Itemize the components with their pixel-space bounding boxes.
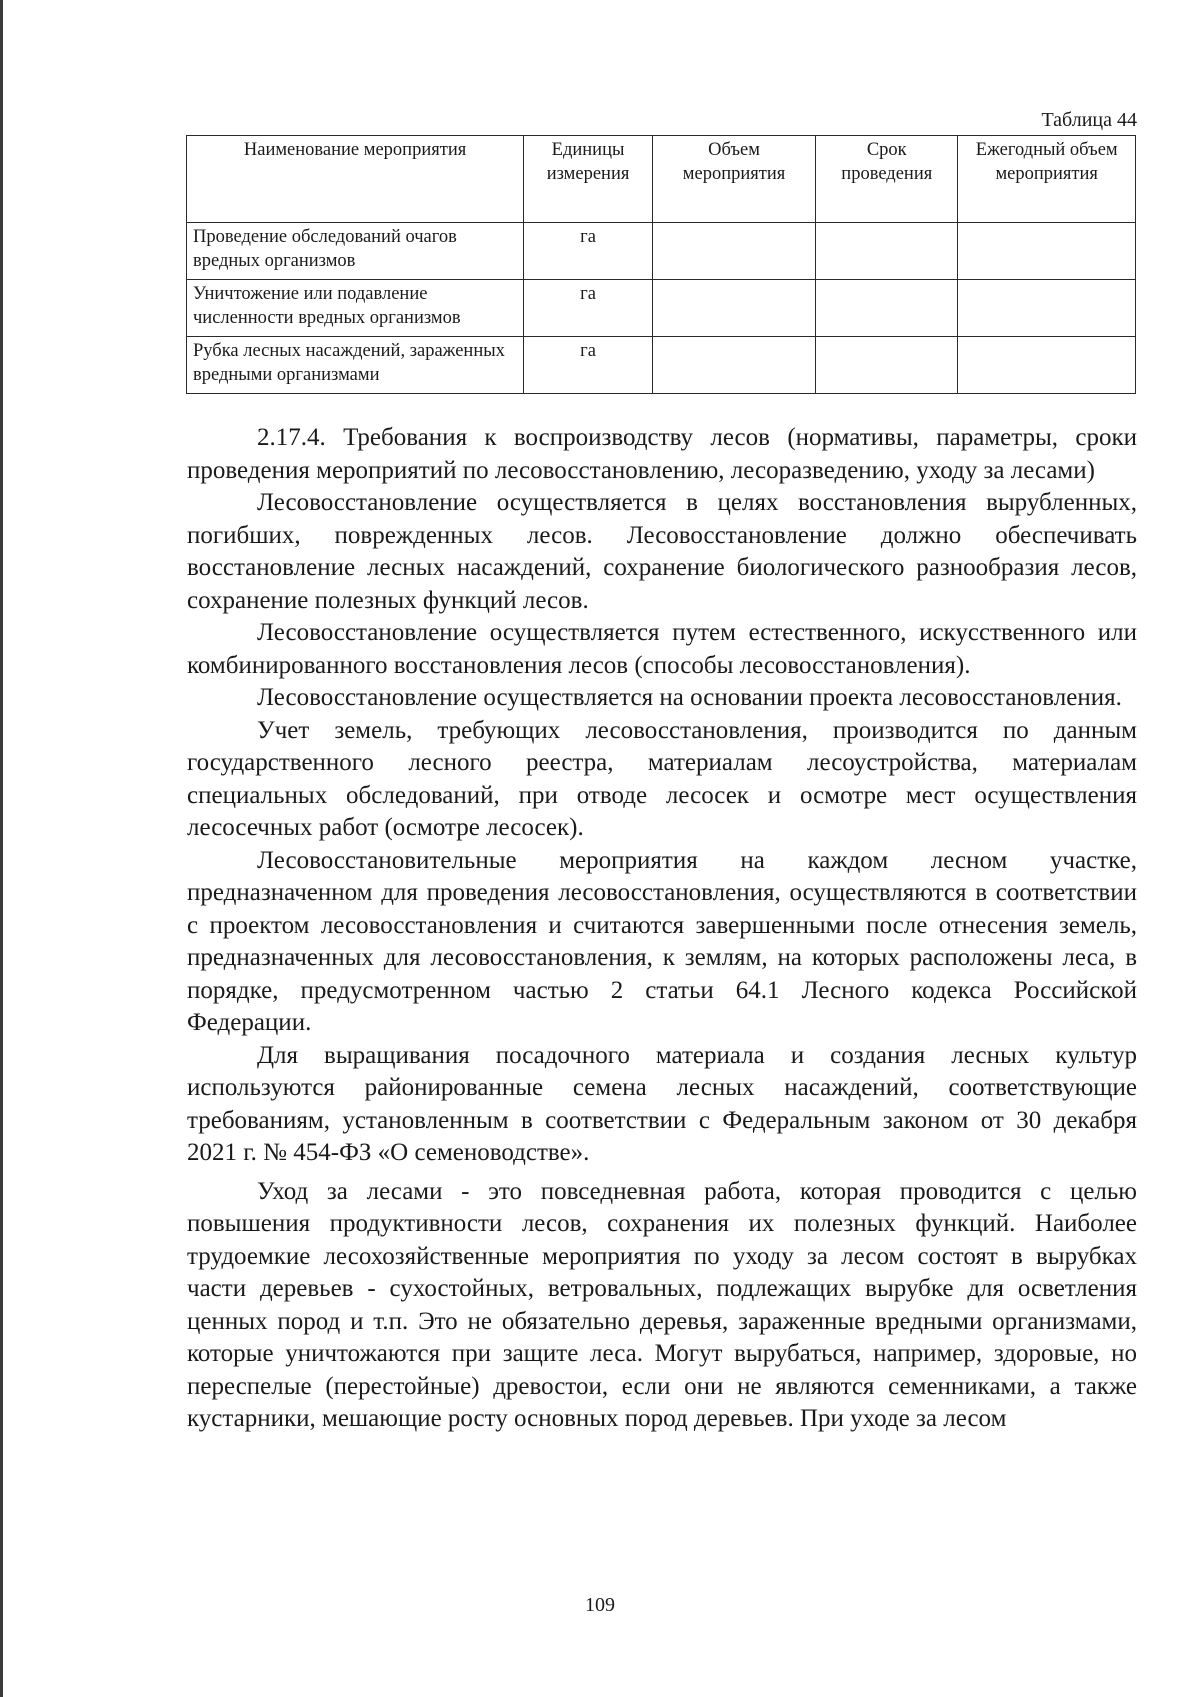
header-unit: Единицы измерения	[524, 136, 653, 223]
paragraph: Лесовосстановление осуществляется на основании проекта лесовосстановления.	[257, 684, 1122, 711]
row-unit-cell: га	[524, 223, 653, 280]
table-row	[187, 337, 1136, 394]
section-heading: 2.17.4. Требования к воспроизводству лесов (нормативы, параметры, сроки проведения мероприятий по лесовосстановлению, лесоразведению, уходу за лесами)	[187, 424, 1137, 484]
row-term-cell	[816, 223, 958, 280]
row-unit-cell: га	[524, 337, 653, 394]
header-term: Срок проведения	[816, 136, 958, 223]
header-volume: Объем мероприятия	[652, 136, 815, 223]
row-unit-cell: га	[524, 280, 653, 337]
body-text	[187, 422, 1137, 1436]
row-term-cell	[816, 337, 958, 394]
row-volume-cell	[652, 280, 815, 337]
header-name: Наименование мероприятия	[187, 136, 524, 223]
paragraph: Лесовосстановительные мероприятия на каждом лесном участке, предназначенном для проведения лесовосстановления, осуществляются в соответствии с проектом лесовосстановления и считаются завершенными после отнесения земель, предназначенных для лесовосстановления, к землям, на которых расположены леса, в порядке, предусмотренном частью 2 статьи 64.1 Лесного кодекса Российской Федерации.	[187, 846, 1137, 1036]
row-annual-cell	[958, 280, 1136, 337]
table-row	[187, 280, 1136, 337]
paragraph: Лесовосстановление осуществляется в целях восстановления вырубленных, погибших, поврежденных лесов. Лесовосстановление должно обеспечивать восстановление лесных насаждений, сохранение биологического разнообразия лесов, сохранение полезных функций лесов.	[187, 489, 1137, 614]
page-number: 109	[585, 1594, 615, 1616]
row-term-cell	[816, 280, 958, 337]
table-row	[187, 223, 1136, 280]
table-caption: Таблица 44	[1041, 109, 1137, 131]
header-annual: Ежегодный объем мероприятия	[958, 136, 1136, 223]
paragraph: Лесовосстановление осуществляется путем естественного, искусственного или комбинированного восстановления лесов (способы лесовосстановления).	[187, 619, 1137, 679]
row-name-cell: Уничтожение или подавление численности вредных организмов	[187, 280, 524, 337]
row-name-cell: Рубка лесных насаждений, зараженных вредными организмами	[187, 337, 524, 394]
scan-edge-line	[0, 0, 3, 1697]
table-header-row	[187, 136, 1136, 223]
paragraph: Для выращивания посадочного материала и создания лесных культур используются районированные семена лесных насаждений, соответствующие требованиям, установленным в соответствии с Федеральным законом от 30 декабря 2021 г. № 454-ФЗ «О семеноводстве».	[187, 1041, 1137, 1166]
paragraph: Учет земель, требующих лесовосстановления, производится по данным государственного лесного реестра, материалам лесоустройства, материалам специальных обследований, при отводе лесосек и осмотре мест осуществления лесосечных работ (осмотре лесосек).	[187, 716, 1137, 841]
paragraph: Уход за лесами - это повседневная работа, которая проводится с целью повышения продуктивности лесов, сохранения их полезных функций. Наиболее трудоемкие лесохозяйственные мероприятия по уходу за лесом состоят в вырубках части деревьев - сухостойных, ветровальных, подлежащих вырубке для осветления ценных пород и т.п. Это не обязательно деревья, зараженные вредными организмами, которые уничтожаются при защите леса. Могут вырубаться, например, здоровые, но переспелые (перестойные) древостои, если они не являются семенниками, а также кустарники, мешающие росту основных пород деревьев. При уходе за лесом	[187, 1177, 1137, 1432]
measures-table	[186, 135, 1136, 394]
row-annual-cell	[958, 337, 1136, 394]
row-volume-cell	[652, 337, 815, 394]
row-name-cell: Проведение обследований очагов вредных организмов	[187, 223, 524, 280]
row-annual-cell	[958, 223, 1136, 280]
row-volume-cell	[652, 223, 815, 280]
